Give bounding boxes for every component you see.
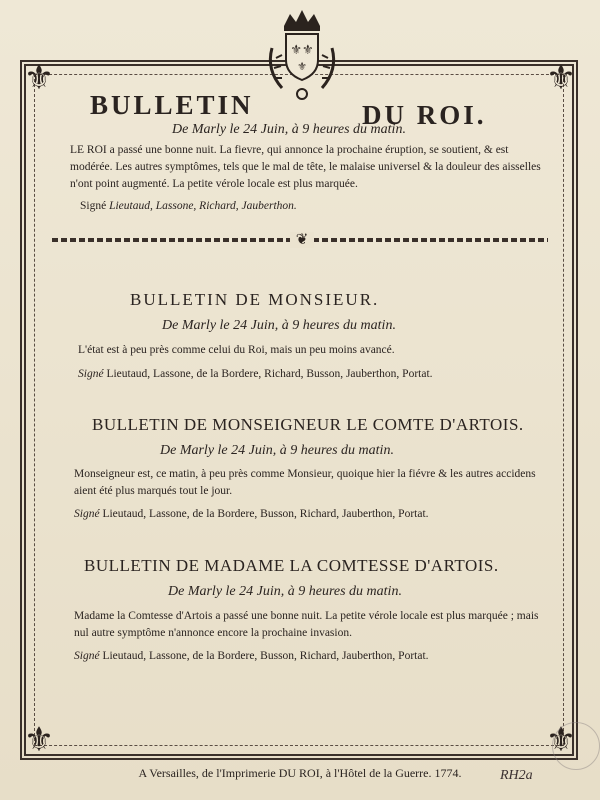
royal-crest-icon <box>262 8 342 106</box>
signed-label: Signé <box>74 508 100 520</box>
bulletin-text: Monseigneur est, ce matin, à peu près comme Monsieur, quoique hier la fiévre & les autres accidens aient été plus marqués tout le jour. <box>74 468 536 497</box>
signatories: Lieutaud, Lassone, Richard, Jauberthon. <box>109 200 297 212</box>
signatories: Lieutaud, Lassone, de la Bordere, Richard, Busson, Jauberthon, Portat. <box>106 368 433 380</box>
bulletin-title-left: BULLETIN <box>90 90 254 120</box>
dateline: De Marly le 24 Juin, à 9 heures du matin. <box>172 122 406 137</box>
fleur-de-lis-icon: ⚜ <box>545 60 577 97</box>
dateline: De Marly le 24 Juin, à 9 heures du matin. <box>162 318 396 333</box>
signatures <box>78 368 433 380</box>
printer-imprint: A Versailles, de l'Imprimerie DU ROI, à l'Hôtel de la Guerre. 1774. <box>138 766 462 780</box>
svg-text:⚜⚜: ⚜⚜ <box>290 42 314 57</box>
bulletin-text: Madame la Comtesse d'Artois a passé une bonne nuit. La petite vérole locale est plus marquée ; mais nul autre symptôme n'annonce encore la prochaine invasion. <box>74 610 539 639</box>
bulletin-title: BULLETIN DE MONSEIGNEUR LE COMTE D'ARTOIS. <box>92 415 524 434</box>
fleur-de-lis-icon: ⚜ <box>23 60 55 97</box>
signatures <box>74 508 429 520</box>
signatories: Lieutaud, Lassone, de la Bordere, Busson, Richard, Jauberthon, Portat. <box>102 508 429 520</box>
library-stamp <box>552 722 600 770</box>
bow-icon: ❦ <box>290 232 314 248</box>
fleur-de-lis-icon: ⚜ <box>545 722 577 759</box>
signatures <box>80 200 297 212</box>
signed-label: Signé <box>74 650 100 662</box>
bulletin-title: BULLETIN DE MADAME LA COMTESSE D'ARTOIS. <box>84 556 499 575</box>
shelfmark: RH2a <box>500 768 533 783</box>
bulletin-text: LE ROI a passé une bonne nuit. La fievre, qui annonce la prochaine éruption, se soutient, & est modérée. Les autres symptômes, tels que le mal de tête, le malaise universel & la douleur des aisselles n'ont point augmenté. La petite vérole locale est plus marquée. <box>70 144 541 190</box>
bulletin-title: BULLETIN DE MONSIEUR. <box>130 290 380 309</box>
svg-text:⚜: ⚜ <box>297 61 307 73</box>
fleur-de-lis-icon: ⚜ <box>23 722 55 759</box>
signatures <box>74 650 429 662</box>
signed-label: Signé <box>78 368 104 380</box>
signatories: Lieutaud, Lassone, de la Bordere, Busson, Richard, Jauberthon, Portat. <box>102 650 429 662</box>
dateline: De Marly le 24 Juin, à 9 heures du matin. <box>160 443 394 458</box>
divider <box>52 232 548 248</box>
dateline: De Marly le 24 Juin, à 9 heures du matin. <box>168 584 402 599</box>
bulletin-text: L'état est à peu près comme celui du Roi, mais un peu moins avancé. <box>78 344 395 356</box>
signed-label: Signé <box>80 200 107 212</box>
bulletin-title-right: DU ROI. <box>362 100 487 130</box>
